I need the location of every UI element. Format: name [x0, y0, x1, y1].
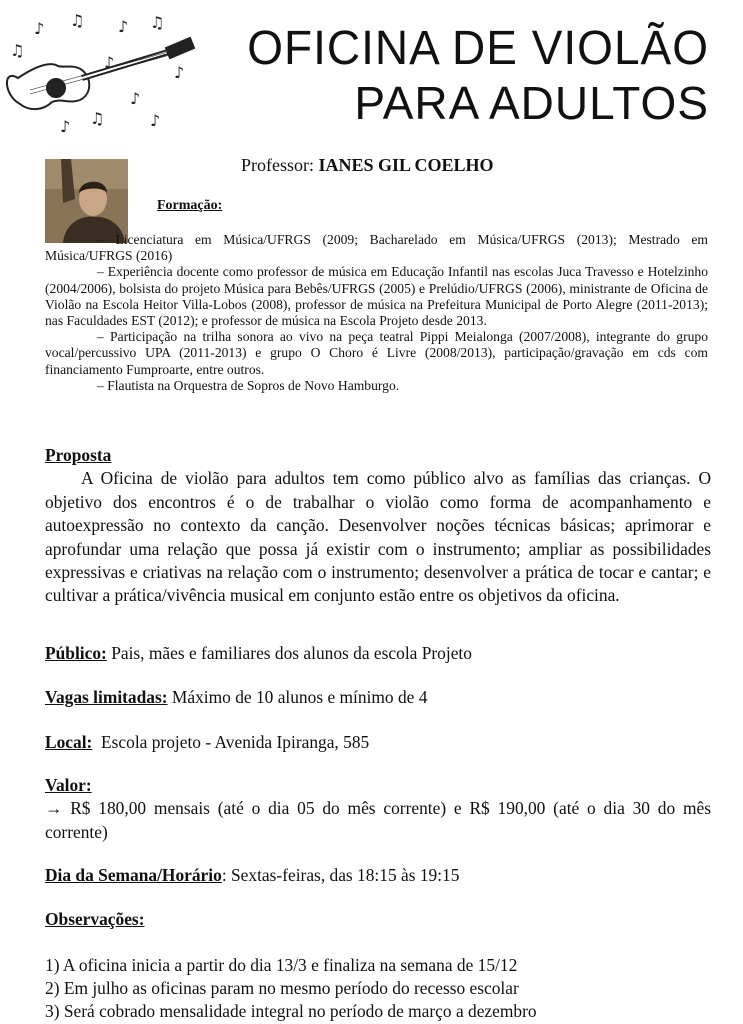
svg-text:♫: ♫: [70, 11, 85, 30]
formacao-item: – Participação na trilha sonora ao vivo na peça teatral Pippi Meialonga (2007/2008), integrante do grupo vocal/percussivo UPA (2011-2013) e grupo O Choro é Livre (2008/2013), participação/gravação em cds com financiamento Fumproarte, entre outros.: [45, 329, 708, 377]
observacoes-list: [45, 954, 711, 1023]
svg-text:♫: ♫: [90, 109, 105, 128]
publico-text: Pais, mães e familiares dos alunos da escola Projeto: [106, 643, 472, 663]
proposta-section: [45, 444, 711, 608]
valor-text: R$ 180,00 mensais (até o dia 05 do mês corrente) e R$ 190,00 (até o dia 30 do mês corrente): [45, 798, 711, 842]
observacoes-heading: Observações:: [45, 909, 145, 929]
formacao-item: – Flautista na Orquestra de Sopros de Novo Hamburgo.: [97, 377, 400, 393]
svg-text:♫: ♫: [10, 41, 25, 60]
page-title-line2: PARA ADULTOS: [354, 77, 709, 129]
publico-heading: Público:: [45, 643, 107, 663]
svg-text:♪: ♪: [174, 63, 185, 82]
professor-label: Professor:: [241, 155, 314, 175]
vagas-heading: Vagas limitadas:: [45, 687, 168, 707]
observacao-item: 2) Em julho as oficinas param no mesmo período do recesso escolar: [45, 978, 519, 998]
publico-section: [45, 642, 711, 665]
svg-text:♪: ♪: [130, 89, 141, 108]
svg-text:♪: ♪: [118, 17, 129, 36]
local-text: Escola projeto - Avenida Ipiranga, 585: [92, 732, 370, 752]
dia-colon: :: [221, 865, 227, 885]
valor-section: [45, 774, 711, 844]
valor-heading: Valor:: [45, 775, 92, 795]
dia-text: Sextas-feiras, das 18:15 às 19:15: [226, 865, 460, 885]
formacao-heading: Formação:: [157, 198, 223, 213]
arrow-icon: →: [45, 798, 63, 819]
dia-heading: Dia da Semana/Horário: [45, 865, 222, 885]
guitar-logo: [0, 8, 200, 136]
vagas-text: Máximo de 10 alunos e mínimo de 4: [167, 687, 428, 707]
local-section: [45, 731, 711, 754]
proposta-text: A Oficina de violão para adultos tem como público alvo as famílias das crianças. O objetivo dos encontros é o de trabalhar o violão como forma de acompanhamento e autoexpressão no contexto da canção. Desenvolver noções técnicas básicas; aprimorar e aprofundar uma relação que possa já existir com o instrumento; ampliar as possibilidades expressivas e criativas na relação com o instrumento; desenvolver a prática de tocar e cantar; e cultivar a prática/vivência musical em conjunto estão entre os objetivos da oficina.: [45, 468, 711, 606]
svg-text:♪: ♪: [34, 19, 45, 38]
svg-text:♪: ♪: [104, 53, 115, 72]
local-heading: Local:: [45, 732, 93, 752]
observacao-item: 1) A oficina inicia a partir do dia 13/3 e finaliza na semana de 15/12: [45, 955, 518, 975]
professor-photo: [45, 159, 128, 243]
dia-section: [45, 864, 711, 887]
formacao-item: – Experiência docente como professor de música em Educação Infantil nas escolas Juca Travesso e Hotelzinho (2004/2006), bolsista do projeto Música para Bebês/UFRGS (2005) e Prelúdio/UFRGS (2006), ministrante de Oficina de Violão na Escola Heitor Villa-Lobos (2008), professor de música na Prefeitura Municipal de Porto Alegre (2011-2013); nas Faculdades EST (2012); e professor de música na Escola Projeto desde 2013.: [45, 264, 708, 329]
proposta-heading: Proposta: [45, 445, 112, 465]
svg-text:♫: ♫: [150, 13, 165, 32]
proposta-body: [45, 467, 711, 607]
page-title-line1: OFICINA DE VIOLÃO: [247, 19, 709, 75]
observacoes-section: [45, 908, 711, 931]
svg-text:♪: ♪: [150, 111, 161, 130]
svg-text:♪: ♪: [60, 117, 71, 136]
formacao-list: [45, 232, 708, 394]
formacao-item: – Licenciatura em Música/UFRGS (2009; Bacharelado em Música/UFRGS (2013); Mestrado em Música/UFRGS (2016): [45, 232, 708, 264]
professor-line: [241, 155, 494, 176]
professor-name: IANES GIL COELHO: [318, 155, 494, 175]
vagas-section: [45, 686, 711, 709]
observacao-item: 3) Será cobrado mensalidade integral no período de março a dezembro: [45, 1001, 537, 1021]
